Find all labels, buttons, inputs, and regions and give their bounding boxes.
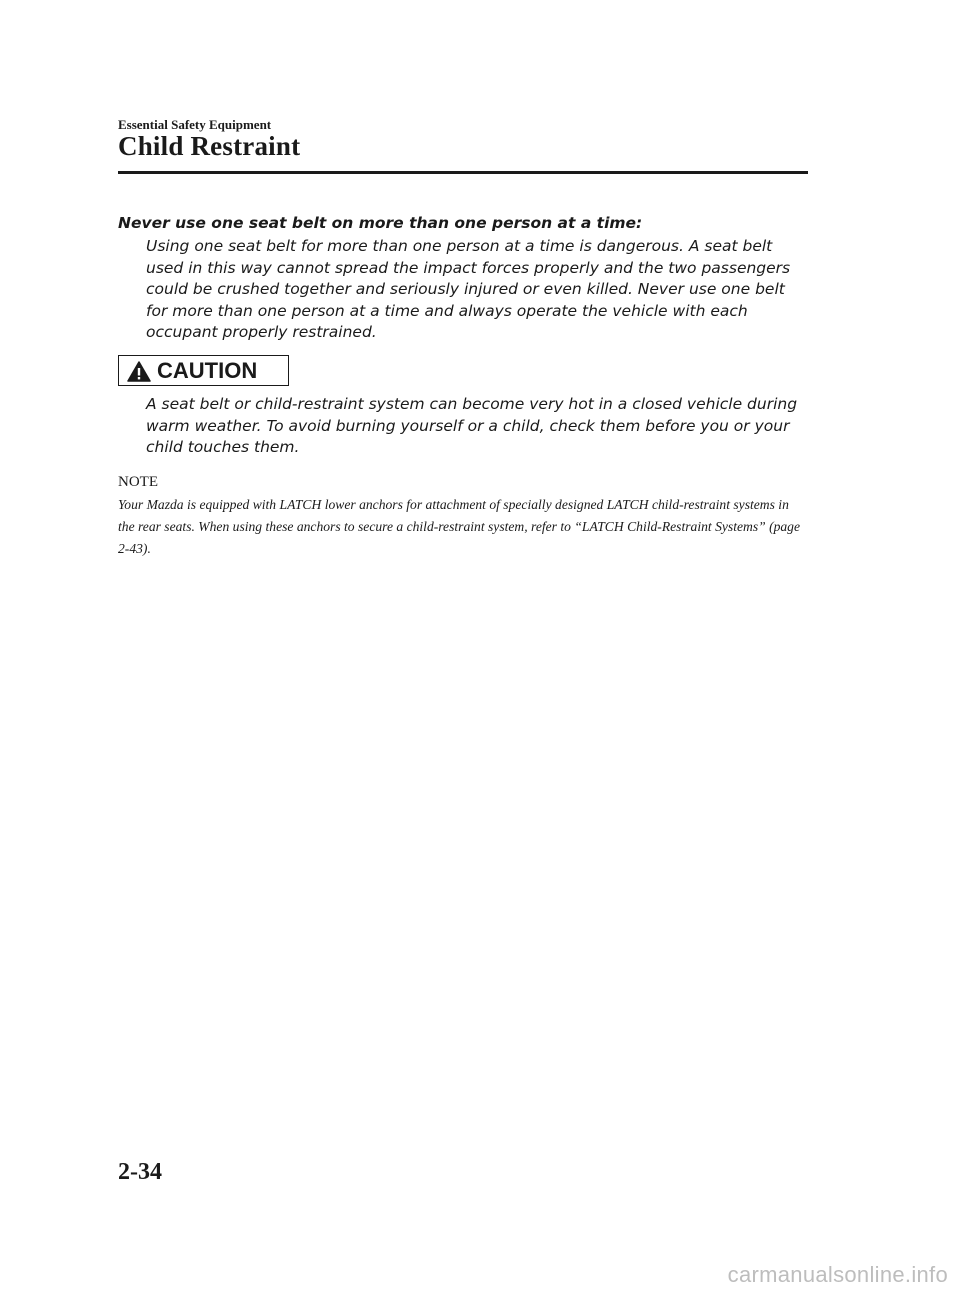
header-divider bbox=[118, 171, 808, 174]
chapter-title: Child Restraint bbox=[118, 131, 301, 161]
warning-body: Using one seat belt for more than one person at a time is dangerous. A seat belt used in this way cannot spread the impact forces properly and the two passengers could be crushed together and seriously injured or even killed. Never use one belt for more than one person at a time and always operate the vehicle with each occupant properly restrained. bbox=[146, 237, 791, 341]
warning-triangle-icon bbox=[127, 361, 151, 382]
site-watermark: carmanualsonline.info bbox=[727, 1262, 948, 1287]
caution-body: A seat belt or child-restraint system can become very hot in a closed vehicle during warm weather. To avoid burning yourself or a child, check them before you or your child touches them. bbox=[146, 395, 798, 456]
section-label: Essential Safety Equipment bbox=[118, 117, 272, 132]
warning-heading: Never use one seat belt on more than one person at a time: bbox=[118, 214, 643, 232]
note-label: NOTE bbox=[118, 474, 158, 490]
caution-banner bbox=[118, 355, 289, 386]
page-number: 2-34 bbox=[118, 1159, 162, 1185]
caution-label: CAUTION bbox=[157, 358, 258, 383]
note-body: Your Mazda is equipped with LATCH lower anchors for attachment of specially designed LATCH child-restraint systems in the rear seats. When using these anchors to secure a child-restraint system, refer to “LATCH Child-Restraint Systems” (page 2-43). bbox=[118, 497, 801, 556]
